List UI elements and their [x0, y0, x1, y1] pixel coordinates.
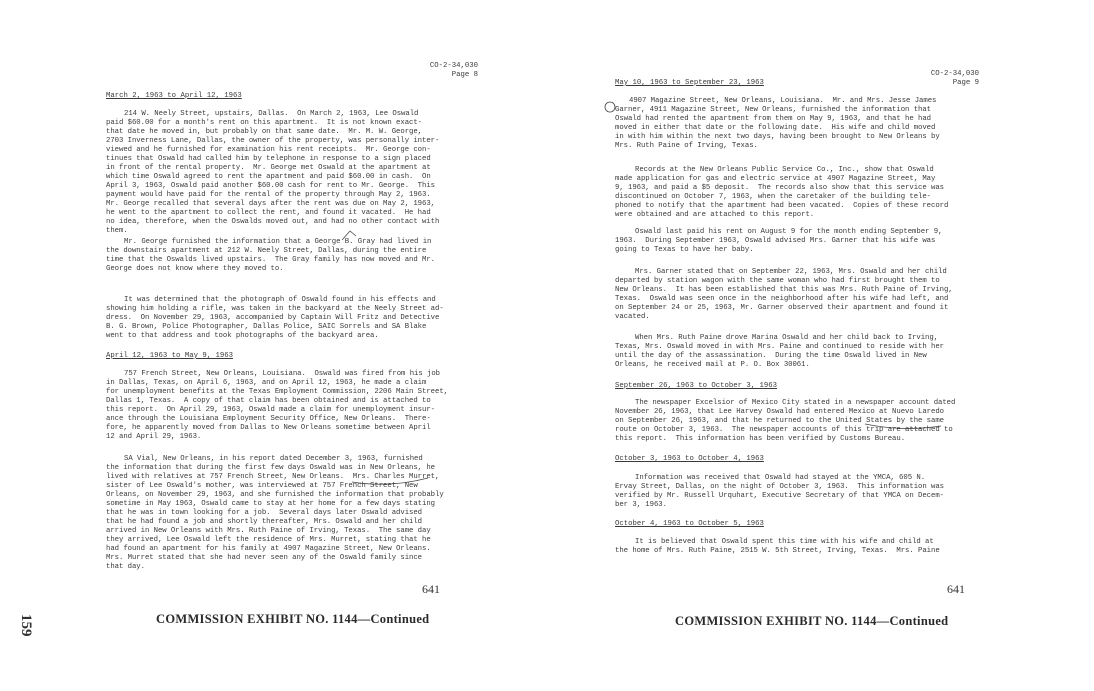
- section-heading: May 10, 1963 to September 23, 1963: [615, 79, 764, 87]
- handwritten-underline: [863, 420, 943, 434]
- page-label: Page 8: [451, 71, 478, 79]
- section-heading: April 12, 1963 to May 9, 1963: [106, 352, 233, 360]
- right-document-page: [615, 0, 979, 640]
- section-heading: March 2, 1963 to April 12, 1963: [106, 92, 242, 100]
- handwritten-mark: [340, 228, 360, 242]
- paragraph: 214 W. Neely Street, upstairs, Dallas. On March 2, 1963, Lee Oswald paid $60.00 for a month's rent on this apartment. It is not known exact- that date he moved in, but probably on that same date. Mr. M. W. George, 2703 Inverness Lane, Dallas, the owner of the property, was personally inter- viewed and he furnished for examination his rent receipts. Mr. George con- tinues that Oswald had called him by telephone in response to a sign placed in front of the rental property. Mr. George met Oswald at the apartment at which time Oswald agreed to rent the apartment and paid $60.00 in cash. On April 3, 1963, Oswald paid another $60.00 cash for rent to Mr. George. This payment would have paid for the rental of the property through May 2, 1963. Mr. George recalled that several days after the rent was due on May 2, 1963, he went to the apartment to collect the rent, and found it vacated. He had no idea, therefore, when the Oswalds moved out, and had no other contact with them.: [106, 110, 440, 235]
- paragraph: Oswald last paid his rent on August 9 for the month ending September 9, 1963. During September 1963, Oswald advised Mrs. Garner that his wife was going to Texas to have her baby.: [615, 228, 943, 254]
- paragraph: 757 French Street, New Orleans, Louisiana. Oswald was fired from his job in Dallas, Texas, on April 6, 1963, and on April 12, 1963, he made a claim for unemployment benefits at the Texas Employment Commission, 2206 Main Street, Dallas 1, Texas. A copy of that claim has been obtained and is attached to this report. On April 29, 1963, Oswald made a claim for unemployment insur- ance through the Louisiana Employment Security Office, New Orleans. There- fore, he apparently moved from Dallas to New Orleans sometime between April 12 and April 29, 1963.: [106, 370, 448, 441]
- page-number: 641: [947, 582, 965, 596]
- paragraph: Records at the New Orleans Public Service Co., Inc., show that Oswald made application for gas and electric service at 4907 Magazine Street, May 9, 1963, and paid a $5 deposit. The records also show that this service was discontinued on October 7, 1963, when the caretaker of the building tele- phoned to notify that the apartment had been vacated. Copies of these record were obtained and are attached to this report.: [615, 166, 949, 219]
- exhibit-caption: COMMISSION EXHIBIT NO. 1144—Continued: [156, 612, 430, 626]
- section-heading: October 4, 1963 to October 5, 1963: [615, 520, 764, 528]
- paragraph: Information was received that Oswald had stayed at the YMCA, 605 N. Ervay Street, Dallas, on the night of October 3, 1963. This information was verified by Mr. Russell Urquhart, Executive Secretary of that YMCA on Decem- ber 3, 1963.: [615, 474, 944, 509]
- file-number: CO-2-34,030: [930, 70, 979, 78]
- paragraph: It is believed that Oswald spent this time with his wife and child at the home of Mrs. Ruth Paine, 2515 W. 5th Street, Irving, Texas. Mrs. Paine: [615, 538, 940, 555]
- side-page-number: 159: [18, 614, 34, 637]
- paragraph: When Mrs. Ruth Paine drove Marina Oswald and her child back to Irving, Texas, Mrs. Oswald moved in with Mrs. Paine and continued to reside with her until the day of the assassination. During the time Oswald lived in New Orleans, he received mail at P. O. Box 30061.: [615, 334, 944, 369]
- paragraph: 4907 Magazine Street, New Orleans, Louisiana. Mr. and Mrs. Jesse James Garner, 4911 Magazine Street, New Orleans, furnished the information that Oswald had rented the apartment from them on May 9, 1963, and that he had moved in either that date or the following date. His wife and child moved in with him within the next two days, having been brought to New Orleans by Mrs. Ruth Paine of Irving, Texas.: [615, 97, 940, 150]
- section-heading: October 3, 1963 to October 4, 1963: [615, 455, 764, 463]
- left-document-page: [100, 0, 490, 640]
- section-heading: September 26, 1963 to October 3, 1963: [615, 382, 778, 390]
- page-label: Page 9: [952, 79, 979, 87]
- page-number: 641: [422, 582, 440, 596]
- handwritten-circle-mark: [603, 100, 617, 114]
- handwritten-underline: [350, 474, 430, 488]
- paragraph: Mr. George furnished the information that a George B. Gray had lived in the downstairs apartment at 212 W. Neely Street, Dallas, during the entire time that the Oswalds lived upstairs. The Gray family has now moved and Mr. George does not know where they moved to.: [106, 238, 435, 273]
- paragraph: The newspaper Excelsior of Mexico City stated in a newspaper account dated November 26, 1963, that Lee Harvey Oswald had entered Mexico at Nuevo Laredo on September 26, 1963, and that he returned to the United States by the same route on October 3, 1963. The newspaper accounts of this trip are attached to this report. This information has been verified by Customs Bureau.: [615, 399, 956, 443]
- paragraph: SA Vial, New Orleans, in his report dated December 3, 1963, furnished the information that during the first few days Oswald was in New Orleans, he lived with relatives at 757 French Street, New Orleans. Mrs. Charles Murret, sister of Lee Oswald's mother, was interviewed at 757 French Street, New Orleans, on November 29, 1963, and she furnished the information that probably sometime in May 1963, Oswald came to stay at her home for a few days stating that he was in town looking for a job. Several days later Oswald advised that he had found a job and shortly thereafter, Mrs. Oswald and her child arrived in New Orleans with Mrs. Ruth Paine of Irving, Texas. The same day they arrived, Lee Oswald left the residence of Mrs. Murret, stating that he had found an apartment for his family at 4907 Magazine Street, New Orleans. Mrs. Murret stated that she had never seen any of the Oswald family since that day.: [106, 455, 444, 571]
- file-number: CO-2-34,030: [429, 62, 478, 70]
- exhibit-caption: COMMISSION EXHIBIT NO. 1144—Continued: [675, 614, 949, 628]
- paragraph: It was determined that the photograph of Oswald found in his effects and showing him holding a rifle, was taken in the backyard at the Neely Street ad- dress. On November 29, 1963, accompanied by Captain Will Fritz and Detective B. G. Brown, Police Photographer, Dallas Police, SAIC Sorrels and SA Blake went to that address and took photographs of the backyard area.: [106, 296, 444, 340]
- paragraph: Mrs. Garner stated that on September 22, 1963, Mrs. Oswald and her child departed by station wagon with the same woman who had first brought them to New Orleans. It has been established that this was Mrs. Ruth Paine of Irving, Texas. Oswald was seen once in the neighborhood after his wife had left, and on September 24 or 25, 1963, Mr. Garner observed their apartment and found it vacated.: [615, 268, 953, 321]
